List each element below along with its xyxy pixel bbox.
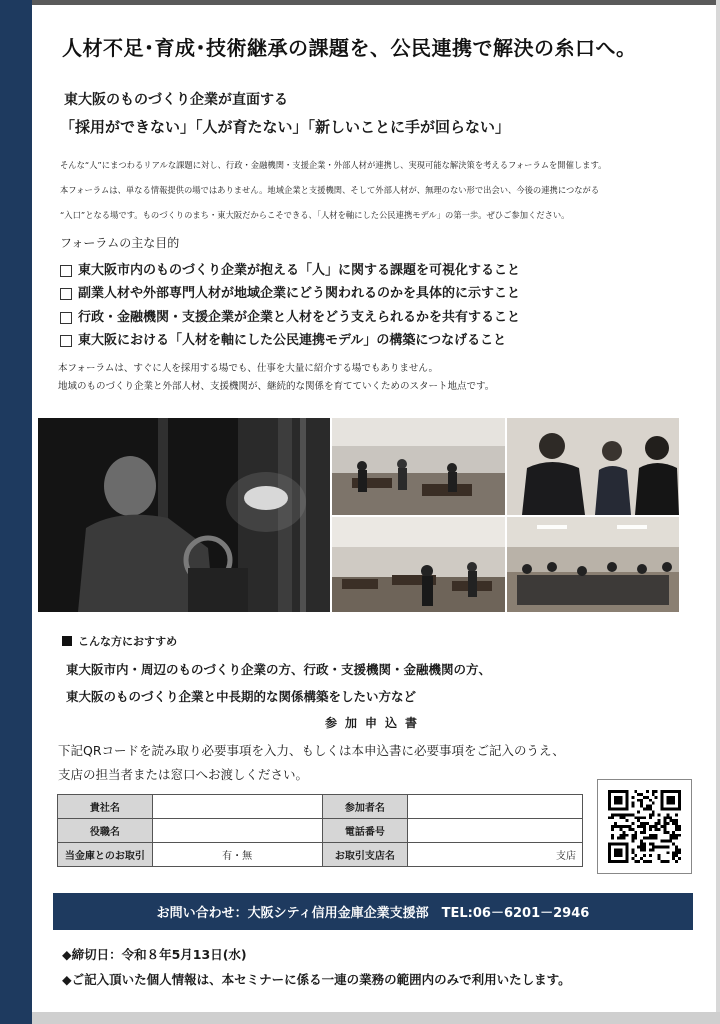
recommend-title — [62, 633, 177, 649]
purpose-list — [60, 259, 520, 353]
recommend-line: 東大阪市内・周辺のものづくり企業の方、行政・支援機関・金融機関の方、 — [66, 662, 492, 677]
forum-seminar-photo — [507, 517, 679, 612]
purpose-item — [60, 283, 520, 307]
recommend-line: 東大阪のものづくり企業と中長期的な関係構築をしたい方など — [66, 689, 417, 704]
branch-label: お取引支店名 — [322, 843, 408, 867]
top-border — [0, 0, 720, 5]
forum-venue-photo-2 — [332, 517, 505, 612]
position-label: 役職名 — [58, 819, 153, 843]
subheading-1: 東大阪のものづくり企業が直面する — [64, 92, 288, 108]
application-title: 参加申込書 — [324, 716, 425, 730]
checkbox-icon — [60, 265, 72, 277]
recommend-body — [66, 656, 491, 710]
position-field[interactable] — [152, 819, 322, 843]
application-desc-line: 支店の担当者または窓口へお渡しください。 — [58, 767, 309, 782]
phone-label: 電話番号 — [322, 819, 408, 843]
participant-field[interactable] — [408, 795, 583, 819]
purpose-item-text: 東大阪における「人材を軸にした公民連携モデル」の構築につなげること — [78, 333, 507, 349]
purpose-item-text: 行政・金融機関・支援企業が企業と人材をどう支えられるかを共有すること — [78, 309, 521, 325]
intro-text — [60, 153, 700, 228]
deadline: ◆締切日：令和８年5月13日(水) — [62, 947, 247, 962]
note-line: 本フォーラムは、すぐに人を採用する場でも、仕事を大量に紹介する場でもありません。 — [58, 363, 439, 374]
checkbox-icon — [60, 312, 72, 324]
qr-code[interactable] — [597, 779, 692, 874]
bottom-border — [32, 1012, 720, 1024]
intro-line: そんな“人”にまつわるリアルな課題に対し、行政・金融機関・支援企業・外部人材が連携し、実現可能な解決策を考えるフォーラムを開催します。 — [60, 160, 607, 170]
intro-line: 本フォーラムは、単なる情報提供の場ではありません。地域企業と支援機関、そして外部人材が、無理のない形で出会い、今後の連携につながる — [60, 185, 600, 195]
headline: 人材不足･育成･技術継承の課題を、公民連携で解決の糸口へ。 — [62, 36, 637, 60]
company-field[interactable] — [152, 795, 322, 819]
privacy-note: ◆ご記入頂いた個人情報は、本セミナーに係る一連の業務の範囲内のみで利用いたします。 — [62, 972, 571, 987]
checkbox-icon — [60, 335, 72, 347]
purpose-item — [60, 306, 520, 330]
application-desc-line: 下記QRコードを読み取り必要事項を入力、もしくは本申込書に必要事項をご記入のうえ、 — [58, 743, 565, 758]
contact-banner: お問い合わせ：大阪シティ信用金庫企業支援部 TEL:06－6201－2946 — [53, 893, 693, 930]
qr-code-icon — [608, 790, 681, 863]
right-edge — [716, 0, 720, 1024]
application-desc — [58, 739, 565, 787]
recommend-title-text: こんな方におすすめ — [78, 635, 178, 648]
note-line: 地域のものづくり企業と外部人材、支援機関が、継続的な関係を育てていくためのスタート地点です。 — [58, 381, 495, 392]
purpose-item — [60, 330, 520, 354]
purpose-title: フォーラムの主な目的 — [60, 236, 180, 250]
phone-field[interactable] — [408, 819, 583, 843]
relation-field[interactable]: 有・無 — [152, 843, 322, 867]
participant-label: 参加者名 — [322, 795, 408, 819]
checkbox-icon — [60, 288, 72, 300]
intro-line: “入口”となる場です。ものづくりのまち・東大阪だからこそできる、「人材を軸にした公民連携モデル」の第一歩。ぜひご参加ください。 — [60, 210, 570, 220]
company-label: 貴社名 — [58, 795, 153, 819]
purpose-item-text: 副業人材や外部専門人材が地域企業にどう関われるのかを具体的に示すこと — [78, 286, 521, 302]
purpose-item-text: 東大阪市内のものづくり企業が抱える「人」に関する課題を可視化すること — [78, 262, 521, 278]
purpose-note — [58, 360, 494, 396]
forum-venue-photo-1 — [332, 418, 505, 515]
machinist-photo — [38, 418, 330, 612]
application-form — [57, 794, 583, 867]
purpose-item — [60, 259, 520, 283]
forum-networking-photo — [507, 418, 679, 515]
square-bullet-icon — [62, 636, 72, 646]
relation-label: 当金庫とのお取引 — [58, 843, 153, 867]
branch-field[interactable]: 支店 — [408, 843, 583, 867]
subheading-2: 「採用ができない」「人が育たない」「新しいことに手が回らない」 — [60, 118, 511, 136]
side-accent-bar — [0, 0, 32, 1024]
